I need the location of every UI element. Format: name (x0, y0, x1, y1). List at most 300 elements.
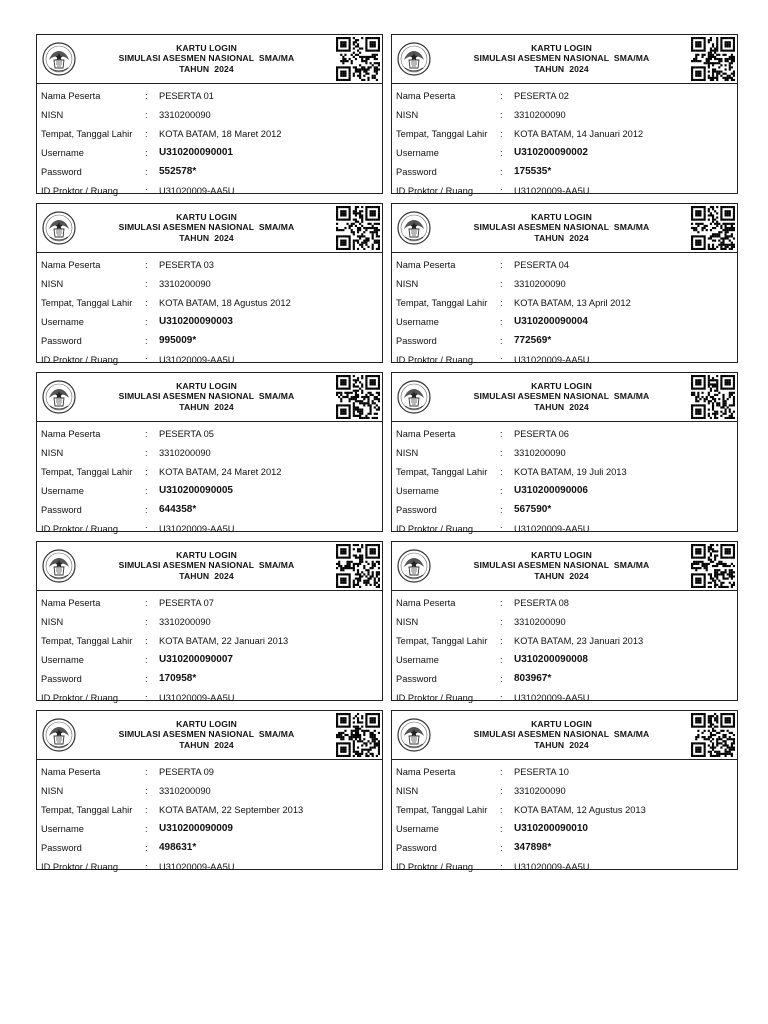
username-label: Username (396, 316, 439, 327)
proctor-separator: : (500, 185, 503, 196)
name-row (41, 86, 378, 105)
card-title (438, 381, 685, 412)
username-separator: : (145, 823, 148, 834)
nisn-row (396, 105, 733, 124)
card-title (83, 550, 330, 581)
name-row (396, 255, 733, 274)
password-label: Password (396, 842, 437, 853)
card-title-line-2: SIMULASI ASESMEN NASIONAL SMA/MA (473, 560, 650, 571)
card-title (83, 719, 330, 750)
card-details (37, 760, 382, 876)
birth-value: KOTA BATAM, 22 September 2013 (159, 804, 304, 815)
birth-label: Tempat, Tanggal Lahir (41, 804, 133, 815)
birth-value: KOTA BATAM, 12 Agustus 2013 (514, 804, 646, 815)
login-card-sheet (36, 34, 738, 870)
nisn-label: NISN (396, 447, 419, 458)
qr-code-icon (691, 37, 735, 81)
qr-code-icon (691, 375, 735, 419)
birth-label: Tempat, Tanggal Lahir (41, 128, 133, 139)
password-separator: : (145, 166, 148, 177)
qr-code-icon (691, 206, 735, 250)
birth-row (41, 800, 378, 819)
card-title-line-2: SIMULASI ASESMEN NASIONAL SMA/MA (118, 729, 295, 740)
nisn-label: NISN (41, 616, 64, 627)
username-label: Username (41, 147, 84, 158)
card-details (37, 591, 382, 707)
card-title-line-1: KARTU LOGIN (176, 43, 237, 53)
nisn-label: NISN (41, 447, 64, 458)
username-separator: : (500, 147, 503, 158)
nisn-row (396, 443, 733, 462)
name-value: PESERTA 09 (159, 766, 214, 777)
name-label: Nama Peserta (396, 766, 456, 777)
tut-wuri-handayani-emblem-icon (396, 210, 432, 246)
username-value: U310200090010 (514, 823, 588, 834)
nisn-label: NISN (396, 109, 419, 120)
password-row (41, 838, 378, 857)
card-title-line-1: KARTU LOGIN (531, 719, 592, 729)
birth-separator: : (500, 466, 503, 477)
card-header (37, 35, 382, 84)
card-title-line-3: TAHUN 2024 (179, 63, 234, 74)
proctor-label: ID Proktor / Ruang (396, 692, 473, 703)
nisn-separator: : (145, 785, 148, 796)
password-row (396, 500, 733, 519)
password-value: 567590* (514, 504, 552, 515)
proctor-label: ID Proktor / Ruang (41, 523, 118, 534)
proctor-label: ID Proktor / Ruang (41, 692, 118, 703)
nisn-row (41, 105, 378, 124)
username-label: Username (396, 485, 439, 496)
birth-separator: : (145, 297, 148, 308)
name-separator: : (500, 259, 503, 270)
password-value: 772569* (514, 335, 552, 346)
proctor-label: ID Proktor / Ruang (41, 861, 118, 872)
password-value: 552578* (159, 166, 197, 177)
card-title (83, 212, 330, 243)
nisn-row (396, 274, 733, 293)
birth-value: KOTA BATAM, 24 Maret 2012 (159, 466, 282, 477)
proctor-separator: : (500, 354, 503, 365)
login-card (36, 372, 383, 532)
username-row (396, 819, 733, 838)
name-row (396, 424, 733, 443)
card-title (438, 550, 685, 581)
card-details (37, 253, 382, 369)
password-row (396, 331, 733, 350)
nisn-value: 3310200090 (514, 616, 566, 627)
proctor-row (41, 350, 378, 369)
card-title-line-2: SIMULASI ASESMEN NASIONAL SMA/MA (118, 560, 295, 571)
name-separator: : (145, 90, 148, 101)
name-value: PESERTA 06 (514, 428, 569, 439)
birth-separator: : (500, 297, 503, 308)
proctor-row (396, 181, 733, 200)
qr-code-icon (336, 713, 380, 757)
login-card (391, 203, 738, 363)
password-separator: : (500, 504, 503, 515)
login-card (36, 34, 383, 194)
proctor-row (396, 688, 733, 707)
name-separator: : (500, 766, 503, 777)
proctor-value: U31020009-AA5U (514, 185, 590, 196)
username-separator: : (145, 316, 148, 327)
card-header (392, 542, 737, 591)
birth-row (396, 631, 733, 650)
tut-wuri-handayani-emblem-icon (41, 717, 77, 753)
name-label: Nama Peserta (41, 259, 101, 270)
name-row (396, 593, 733, 612)
birth-separator: : (145, 635, 148, 646)
username-separator: : (145, 654, 148, 665)
name-separator: : (145, 428, 148, 439)
username-value: U310200090002 (514, 147, 588, 158)
nisn-label: NISN (41, 785, 64, 796)
name-label: Nama Peserta (41, 766, 101, 777)
card-title-line-2: SIMULASI ASESMEN NASIONAL SMA/MA (118, 391, 295, 402)
nisn-separator: : (145, 447, 148, 458)
card-header (392, 35, 737, 84)
name-value: PESERTA 10 (514, 766, 569, 777)
password-separator: : (500, 842, 503, 853)
card-title-line-3: TAHUN 2024 (534, 232, 589, 243)
username-value: U310200090004 (514, 316, 588, 327)
username-row (396, 143, 733, 162)
name-value: PESERTA 02 (514, 90, 569, 101)
password-label: Password (41, 335, 82, 346)
nisn-separator: : (500, 447, 503, 458)
nisn-row (396, 612, 733, 631)
proctor-label: ID Proktor / Ruang (41, 354, 118, 365)
birth-value: KOTA BATAM, 18 Maret 2012 (159, 128, 282, 139)
name-label: Nama Peserta (41, 428, 101, 439)
birth-value: KOTA BATAM, 19 Juli 2013 (514, 466, 627, 477)
password-separator: : (145, 673, 148, 684)
card-title-line-2: SIMULASI ASESMEN NASIONAL SMA/MA (473, 729, 650, 740)
name-separator: : (145, 259, 148, 270)
card-details (392, 422, 737, 538)
password-separator: : (500, 335, 503, 346)
username-row (41, 650, 378, 669)
password-row (41, 669, 378, 688)
card-header (37, 204, 382, 253)
nisn-row (41, 781, 378, 800)
card-title (83, 381, 330, 412)
password-label: Password (396, 673, 437, 684)
nisn-label: NISN (396, 278, 419, 289)
password-value: 803967* (514, 673, 552, 684)
password-label: Password (396, 166, 437, 177)
birth-row (396, 124, 733, 143)
name-value: PESERTA 01 (159, 90, 214, 101)
tut-wuri-handayani-emblem-icon (41, 548, 77, 584)
username-separator: : (145, 147, 148, 158)
username-row (41, 312, 378, 331)
proctor-row (396, 857, 733, 876)
login-card (36, 541, 383, 701)
password-label: Password (41, 504, 82, 515)
name-row (41, 593, 378, 612)
name-label: Nama Peserta (396, 597, 456, 608)
birth-label: Tempat, Tanggal Lahir (396, 128, 488, 139)
card-title-line-1: KARTU LOGIN (531, 43, 592, 53)
birth-separator: : (500, 128, 503, 139)
username-row (41, 481, 378, 500)
username-separator: : (500, 316, 503, 327)
nisn-value: 3310200090 (159, 278, 211, 289)
proctor-value: U31020009-AA5U (159, 861, 235, 872)
birth-separator: : (145, 128, 148, 139)
password-value: 175535* (514, 166, 552, 177)
nisn-row (396, 781, 733, 800)
card-title-line-3: TAHUN 2024 (534, 63, 589, 74)
qr-code-icon (336, 544, 380, 588)
nisn-separator: : (145, 616, 148, 627)
card-header (37, 373, 382, 422)
birth-value: KOTA BATAM, 23 Januari 2013 (514, 635, 644, 646)
name-row (396, 86, 733, 105)
proctor-row (41, 857, 378, 876)
birth-label: Tempat, Tanggal Lahir (396, 635, 488, 646)
nisn-value: 3310200090 (514, 447, 566, 458)
card-header (37, 711, 382, 760)
proctor-row (41, 519, 378, 538)
nisn-separator: : (145, 109, 148, 120)
card-title-line-1: KARTU LOGIN (176, 719, 237, 729)
card-title-line-1: KARTU LOGIN (531, 381, 592, 391)
name-row (41, 424, 378, 443)
birth-value: KOTA BATAM, 14 Januari 2012 (514, 128, 644, 139)
birth-label: Tempat, Tanggal Lahir (41, 635, 133, 646)
password-separator: : (500, 673, 503, 684)
password-separator: : (145, 842, 148, 853)
card-details (392, 760, 737, 876)
card-title-line-2: SIMULASI ASESMEN NASIONAL SMA/MA (473, 222, 650, 233)
card-title-line-3: TAHUN 2024 (534, 570, 589, 581)
username-label: Username (41, 485, 84, 496)
password-row (41, 162, 378, 181)
name-separator: : (145, 766, 148, 777)
card-details (392, 253, 737, 369)
name-separator: : (145, 597, 148, 608)
qr-code-icon (336, 375, 380, 419)
nisn-separator: : (145, 278, 148, 289)
tut-wuri-handayani-emblem-icon (396, 717, 432, 753)
login-card (36, 710, 383, 870)
proctor-value: U31020009-AA5U (514, 354, 590, 365)
login-card (391, 541, 738, 701)
card-title-line-1: KARTU LOGIN (531, 212, 592, 222)
proctor-label: ID Proktor / Ruang (396, 185, 473, 196)
tut-wuri-handayani-emblem-icon (41, 379, 77, 415)
username-row (396, 650, 733, 669)
birth-label: Tempat, Tanggal Lahir (41, 297, 133, 308)
password-row (396, 162, 733, 181)
birth-row (396, 800, 733, 819)
password-value: 498631* (159, 842, 197, 853)
login-card (391, 710, 738, 870)
name-row (396, 762, 733, 781)
password-separator: : (145, 335, 148, 346)
password-label: Password (41, 673, 82, 684)
card-header (37, 542, 382, 591)
username-value: U310200090001 (159, 147, 233, 158)
password-row (396, 669, 733, 688)
username-value: U310200090006 (514, 485, 588, 496)
proctor-separator: : (145, 692, 148, 703)
proctor-row (41, 688, 378, 707)
tut-wuri-handayani-emblem-icon (41, 210, 77, 246)
password-label: Password (41, 842, 82, 853)
name-label: Nama Peserta (396, 428, 456, 439)
card-title-line-3: TAHUN 2024 (534, 739, 589, 750)
card-header (392, 373, 737, 422)
birth-row (41, 124, 378, 143)
username-row (396, 481, 733, 500)
card-title-line-1: KARTU LOGIN (176, 550, 237, 560)
qr-code-icon (336, 206, 380, 250)
username-label: Username (396, 823, 439, 834)
proctor-row (396, 519, 733, 538)
birth-separator: : (500, 635, 503, 646)
nisn-row (41, 612, 378, 631)
nisn-value: 3310200090 (159, 447, 211, 458)
birth-value: KOTA BATAM, 13 April 2012 (514, 297, 631, 308)
name-separator: : (500, 597, 503, 608)
name-value: PESERTA 07 (159, 597, 214, 608)
username-value: U310200090005 (159, 485, 233, 496)
proctor-value: U31020009-AA5U (514, 523, 590, 534)
card-title-line-1: KARTU LOGIN (176, 381, 237, 391)
name-row (41, 255, 378, 274)
card-title-line-1: KARTU LOGIN (176, 212, 237, 222)
card-title-line-2: SIMULASI ASESMEN NASIONAL SMA/MA (473, 391, 650, 402)
name-value: PESERTA 04 (514, 259, 569, 270)
proctor-separator: : (145, 354, 148, 365)
password-separator: : (500, 166, 503, 177)
card-title-line-1: KARTU LOGIN (531, 550, 592, 560)
qr-code-icon (691, 713, 735, 757)
birth-label: Tempat, Tanggal Lahir (396, 804, 488, 815)
password-value: 347898* (514, 842, 552, 853)
birth-row (41, 631, 378, 650)
nisn-label: NISN (396, 616, 419, 627)
card-details (392, 591, 737, 707)
nisn-label: NISN (396, 785, 419, 796)
card-title-line-3: TAHUN 2024 (534, 401, 589, 412)
tut-wuri-handayani-emblem-icon (396, 548, 432, 584)
password-value: 644358* (159, 504, 197, 515)
proctor-label: ID Proktor / Ruang (396, 523, 473, 534)
username-value: U310200090008 (514, 654, 588, 665)
tut-wuri-handayani-emblem-icon (396, 379, 432, 415)
name-value: PESERTA 05 (159, 428, 214, 439)
proctor-label: ID Proktor / Ruang (41, 185, 118, 196)
username-separator: : (500, 485, 503, 496)
nisn-label: NISN (41, 278, 64, 289)
password-row (396, 838, 733, 857)
login-card (391, 372, 738, 532)
card-title-line-3: TAHUN 2024 (179, 739, 234, 750)
birth-separator: : (145, 466, 148, 477)
password-label: Password (396, 504, 437, 515)
card-title (438, 719, 685, 750)
proctor-label: ID Proktor / Ruang (396, 861, 473, 872)
username-value: U310200090009 (159, 823, 233, 834)
username-row (396, 312, 733, 331)
birth-value: KOTA BATAM, 22 Januari 2013 (159, 635, 289, 646)
nisn-label: NISN (41, 109, 64, 120)
proctor-row (41, 181, 378, 200)
proctor-value: U31020009-AA5U (159, 692, 235, 703)
name-row (41, 762, 378, 781)
card-header (392, 204, 737, 253)
birth-label: Tempat, Tanggal Lahir (396, 297, 488, 308)
username-label: Username (41, 823, 84, 834)
nisn-row (41, 274, 378, 293)
name-label: Nama Peserta (396, 90, 456, 101)
card-title (83, 43, 330, 74)
proctor-value: U31020009-AA5U (159, 354, 235, 365)
username-separator: : (145, 485, 148, 496)
nisn-separator: : (500, 616, 503, 627)
username-separator: : (500, 823, 503, 834)
nisn-value: 3310200090 (514, 278, 566, 289)
name-value: PESERTA 03 (159, 259, 214, 270)
tut-wuri-handayani-emblem-icon (396, 41, 432, 77)
password-row (41, 331, 378, 350)
username-separator: : (500, 654, 503, 665)
login-card (391, 34, 738, 194)
card-title-line-2: SIMULASI ASESMEN NASIONAL SMA/MA (473, 53, 650, 64)
password-separator: : (145, 504, 148, 515)
proctor-value: U31020009-AA5U (159, 523, 235, 534)
nisn-separator: : (500, 278, 503, 289)
birth-row (41, 462, 378, 481)
nisn-row (41, 443, 378, 462)
card-title-line-2: SIMULASI ASESMEN NASIONAL SMA/MA (118, 222, 295, 233)
proctor-value: U31020009-AA5U (159, 185, 235, 196)
birth-separator: : (500, 804, 503, 815)
birth-separator: : (145, 804, 148, 815)
birth-label: Tempat, Tanggal Lahir (396, 466, 488, 477)
card-title (438, 43, 685, 74)
qr-code-icon (691, 544, 735, 588)
proctor-value: U31020009-AA5U (514, 692, 590, 703)
proctor-label: ID Proktor / Ruang (396, 354, 473, 365)
name-separator: : (500, 428, 503, 439)
card-details (392, 84, 737, 200)
proctor-separator: : (500, 692, 503, 703)
name-value: PESERTA 08 (514, 597, 569, 608)
password-value: 170958* (159, 673, 197, 684)
name-separator: : (500, 90, 503, 101)
nisn-value: 3310200090 (159, 109, 211, 120)
nisn-value: 3310200090 (159, 616, 211, 627)
birth-row (396, 462, 733, 481)
proctor-value: U31020009-AA5U (514, 861, 590, 872)
card-header (392, 711, 737, 760)
proctor-row (396, 350, 733, 369)
proctor-separator: : (500, 523, 503, 534)
password-row (41, 500, 378, 519)
nisn-separator: : (500, 785, 503, 796)
password-label: Password (396, 335, 437, 346)
nisn-value: 3310200090 (514, 785, 566, 796)
qr-code-icon (336, 37, 380, 81)
nisn-value: 3310200090 (514, 109, 566, 120)
card-title (438, 212, 685, 243)
